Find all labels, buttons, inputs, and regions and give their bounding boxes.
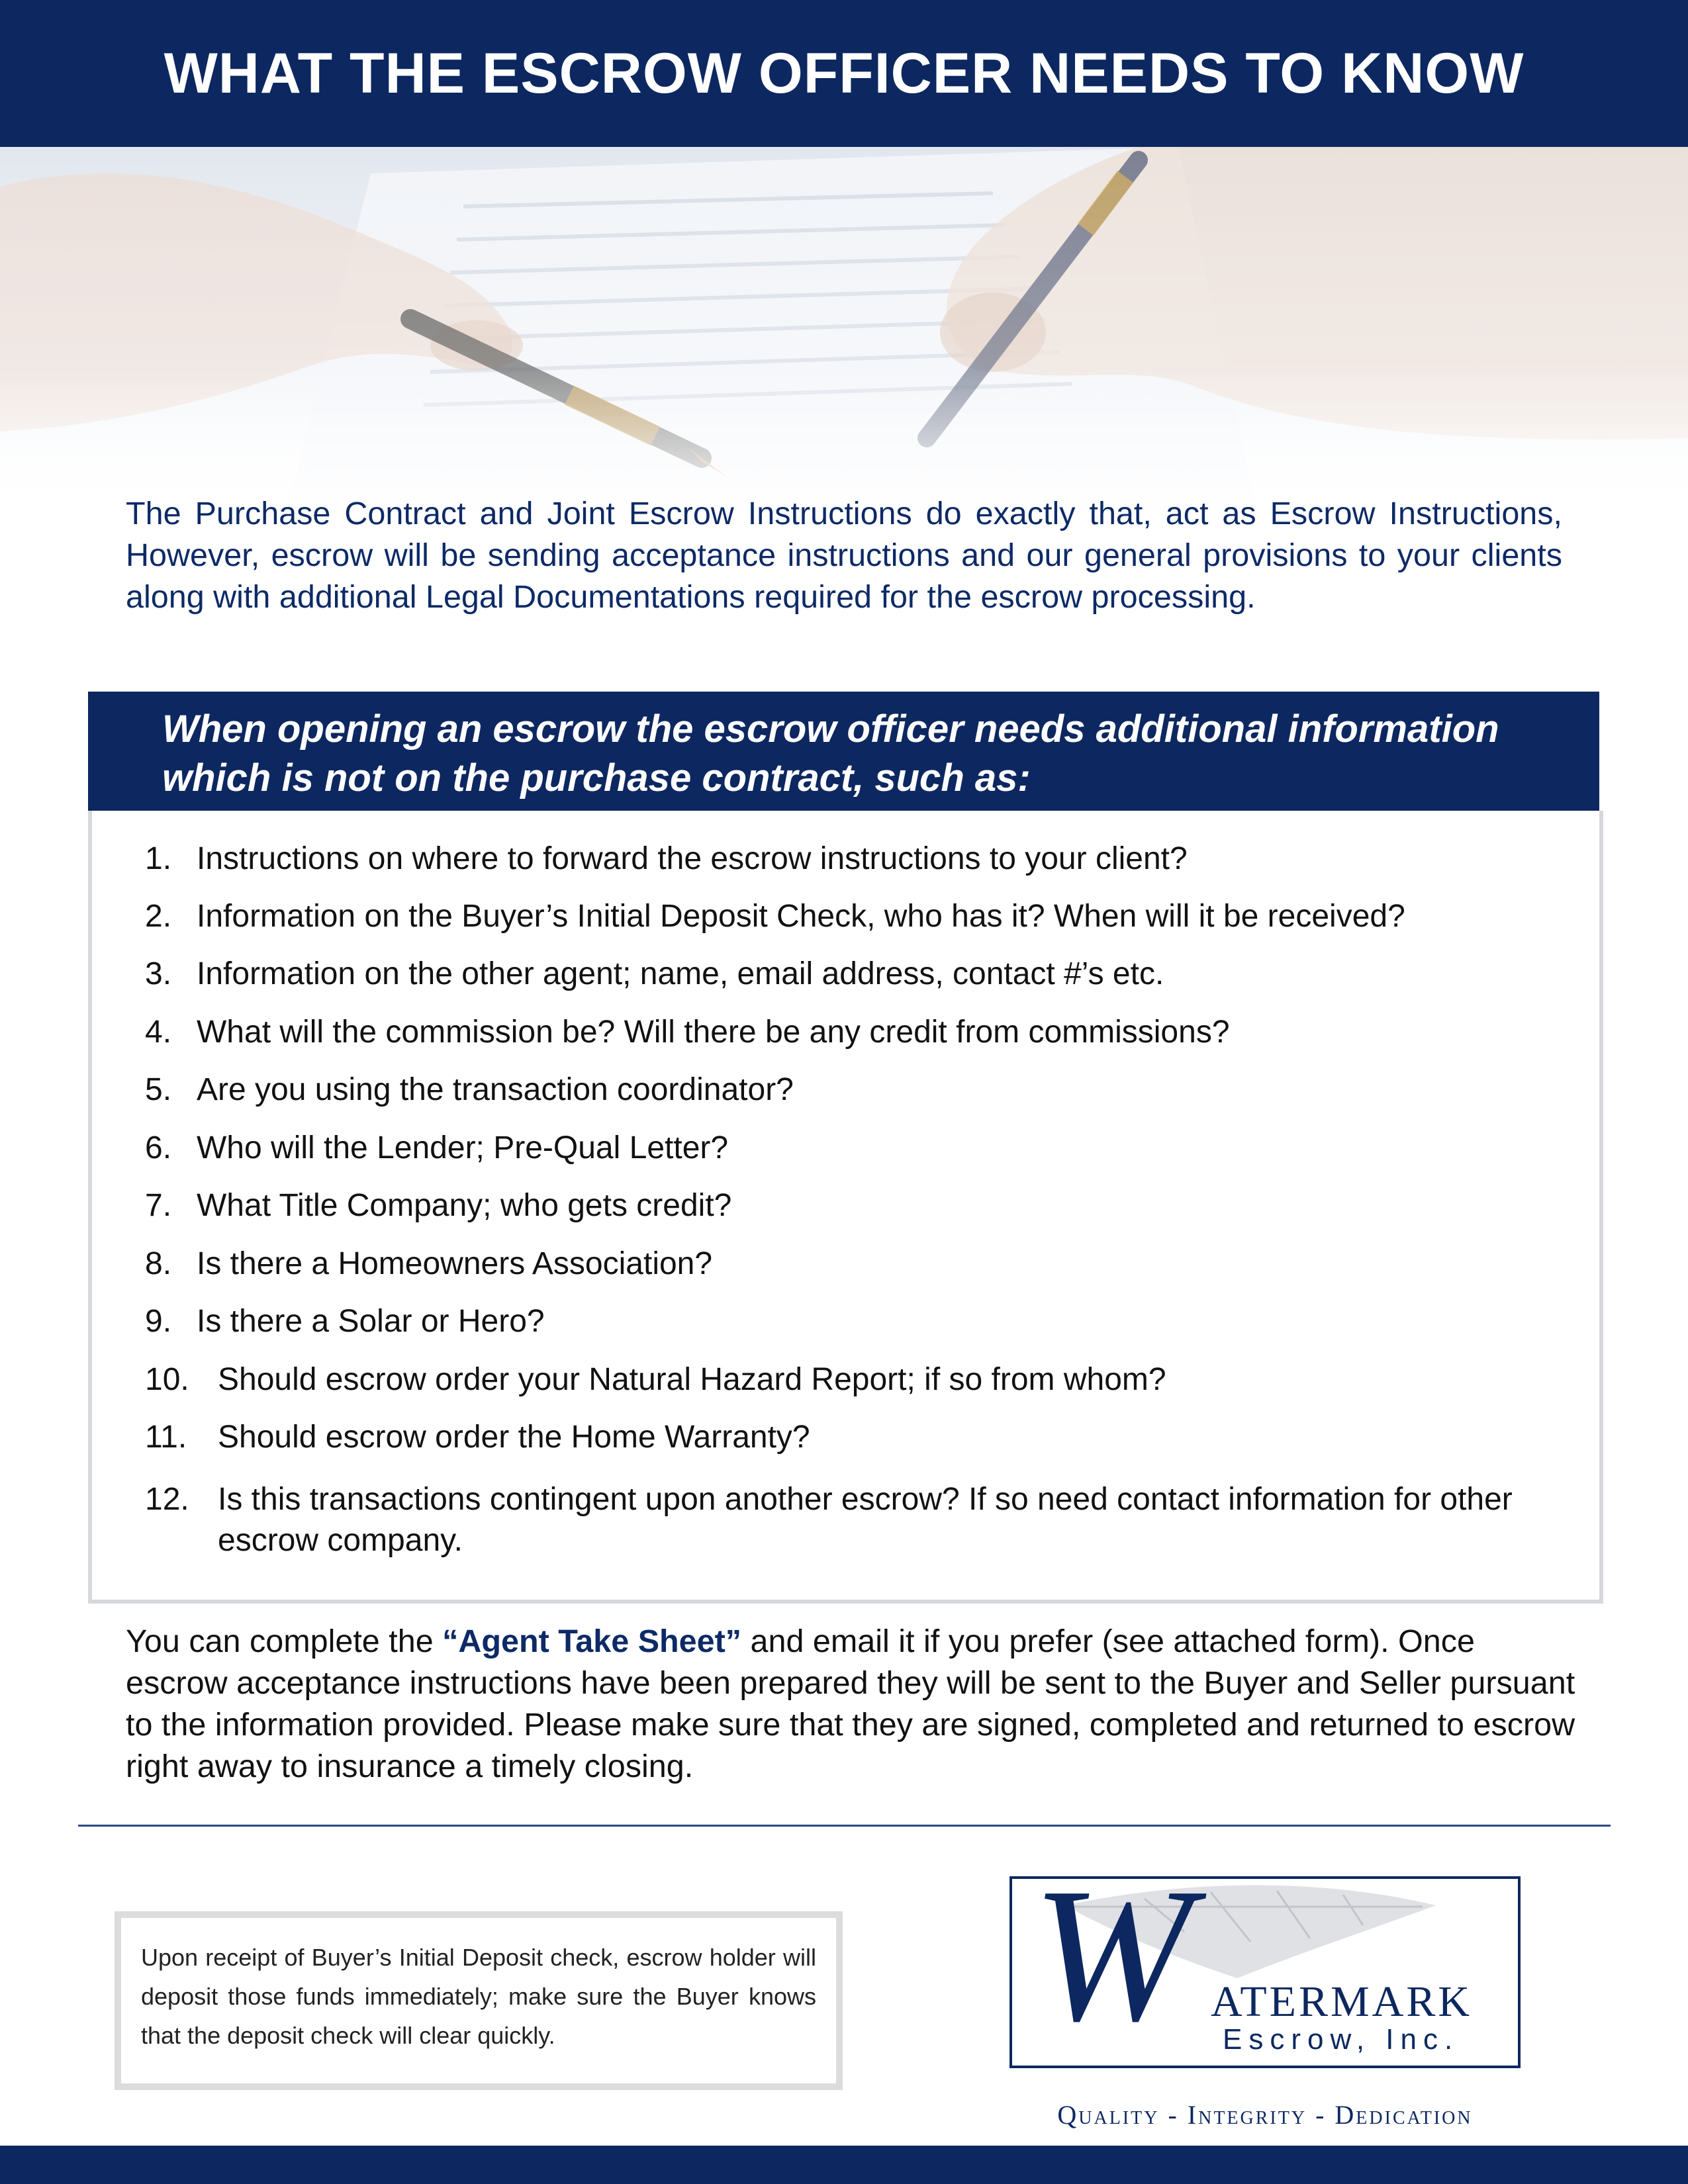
item-text: Is there a Solar or Hero? [197, 1304, 545, 1339]
item-text: Are you using the transaction coordinator? [197, 1072, 794, 1107]
watermark-logo [1009, 1876, 1521, 2068]
item-number: 7. [145, 1188, 172, 1223]
item-number: 11. [145, 1420, 187, 1455]
logo-wordmark: ATERMARK [1211, 1978, 1473, 2026]
section-heading: When opening an escrow the escrow officer needs additional information which is not on the purchase contract, such as: [162, 707, 1499, 799]
item-text: What Title Company; who gets credit? [197, 1188, 732, 1223]
section-header [88, 692, 1599, 811]
item-text: Is there a Homeowners Association? [197, 1246, 713, 1281]
item-text: Is this transactions contingent upon another escrow? If so need contact information for other escrow company. [218, 1482, 1513, 1558]
item-number: 5. [145, 1072, 172, 1107]
item-text: Information on the other agent; name, email address, contact #’s etc. [197, 956, 1164, 991]
title-bar [0, 0, 1688, 147]
hero-image [0, 147, 1688, 518]
logo-subtitle: Escrow, Inc. [1223, 2023, 1460, 2056]
closing-text-before: You can complete the [126, 1623, 443, 1659]
closing-text-after: and email it if you prefer (see attached form). Once escrow acceptance instructions have been prepared they will be sent to the Buyer and Seller pursuant to the information provided. Please make sure that they are signed, completed and returned to escrow right away to insurance a timely closing. [126, 1623, 1575, 1784]
item-number: 12. [145, 1482, 189, 1517]
deposit-notice-box [115, 1911, 843, 2090]
item-number: 1. [145, 841, 172, 876]
item-text: What will the commission be? Will there be any credit from commissions? [197, 1015, 1230, 1050]
item-text: Instructions on where to forward the escrow instructions to your client? [197, 841, 1188, 876]
item-number: 3. [145, 956, 172, 991]
intro-paragraph: The Purchase Contract and Joint Escrow Instructions do exactly that, act as Escrow Instructions, However, escrow will be sending acceptance instructions and our general provisions to your clients along with additional Legal Documentations required for the escrow processing. [126, 496, 1562, 615]
item-number: 9. [145, 1304, 172, 1339]
logo-initial: W [1032, 1876, 1192, 2061]
checklist-box [88, 811, 1603, 1604]
agent-take-sheet-highlight: “Agent Take Sheet” [442, 1623, 742, 1659]
page-title: WHAT THE ESCROW OFFICER NEEDS TO KNOW [164, 41, 1524, 105]
footer-bar [0, 2146, 1688, 2184]
item-text: Who will the Lender; Pre-Qual Letter? [197, 1130, 729, 1165]
divider [78, 1825, 1611, 1827]
item-number: 2. [145, 899, 172, 934]
item-text: Should escrow order the Home Warranty? [218, 1420, 810, 1455]
signing-hands-image [0, 147, 1688, 518]
item-number: 10. [145, 1362, 189, 1397]
item-text: Information on the Buyer’s Initial Deposit Check, who has it? When will it be received? [197, 899, 1405, 934]
item-number: 6. [145, 1130, 172, 1165]
item-text: Should escrow order your Natural Hazard Report; if so from whom? [218, 1362, 1166, 1397]
tagline: Quality - Integrity - Dedication [1057, 2100, 1473, 2130]
item-number: 4. [145, 1015, 172, 1050]
item-number: 8. [145, 1246, 172, 1281]
deposit-notice-text: Upon receipt of Buyer’s Initial Deposit check, escrow holder will deposit those funds immediately; make sure the Buyer knows that the deposit check will clear quickly. [141, 1944, 816, 2049]
closing-paragraph [126, 1621, 1575, 1788]
